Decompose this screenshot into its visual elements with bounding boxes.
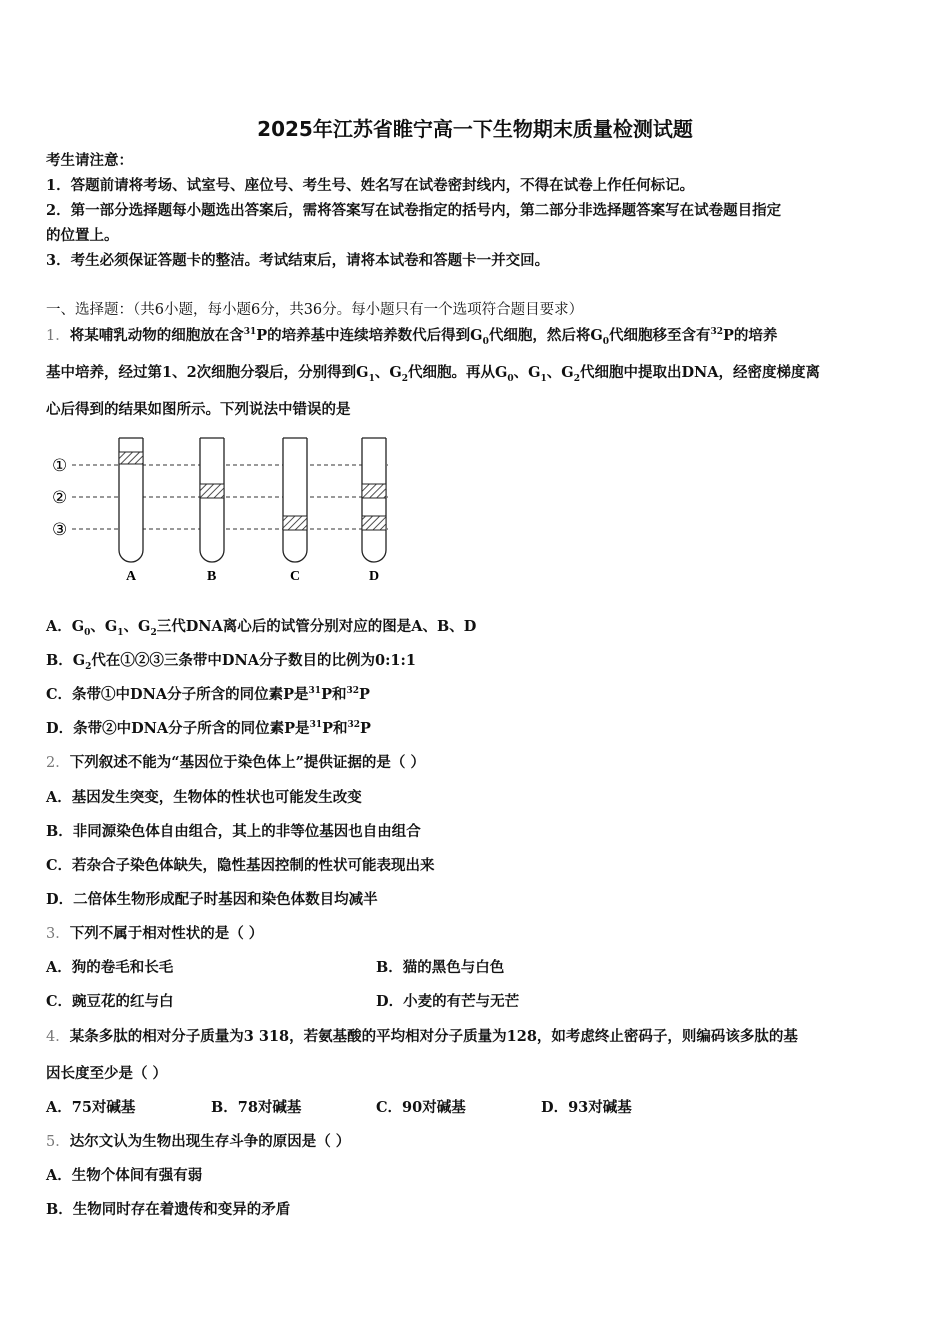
page-title: 2025年江苏省睢宁高一下生物期末质量检测试题 bbox=[257, 117, 693, 141]
q5-option-b: B．生物同时存在着遗传和变异的矛盾 bbox=[46, 1201, 291, 1218]
q2-stem bbox=[46, 752, 908, 774]
sup-32: 32 bbox=[710, 327, 724, 338]
q3-number: 3． bbox=[46, 926, 70, 942]
sup-32: 32 bbox=[347, 720, 361, 731]
sub-1: 1 bbox=[540, 373, 547, 384]
tube-label-b: B bbox=[207, 569, 217, 584]
q1-option-a bbox=[46, 616, 908, 638]
q1-text: 、G bbox=[374, 364, 402, 381]
tube-a bbox=[119, 438, 143, 562]
sub-0: 0 bbox=[84, 627, 91, 638]
q1-text: 代细胞，然后将G bbox=[488, 327, 603, 344]
q3-option-a: A．狗的卷毛和长毛 bbox=[46, 959, 174, 976]
q3-option-d: D．小麦的有芒与无芒 bbox=[376, 993, 520, 1010]
sub-0: 0 bbox=[482, 336, 489, 347]
q2-number: 2． bbox=[46, 755, 70, 771]
option-text: P bbox=[360, 720, 371, 737]
option-text: D．条带②中DNA分子所含的同位素P是 bbox=[46, 720, 310, 737]
q2-option-c: C．若杂合子染色体缺失，隐性基因控制的性状可能表现出来 bbox=[46, 857, 435, 874]
q3-option-b: B．猫的黑色与白色 bbox=[376, 959, 505, 976]
band-label-1: ① bbox=[52, 456, 68, 475]
q1-option-d bbox=[46, 718, 908, 740]
q3-option-c: C．豌豆花的红与白 bbox=[46, 993, 174, 1010]
sub-0: 0 bbox=[602, 336, 609, 347]
q1-option-c bbox=[46, 684, 908, 706]
q2-option-a: A．基因发生突变，生物体的性状也可能发生改变 bbox=[46, 789, 362, 806]
option-text: C．条带①中DNA分子所含的同位素P是 bbox=[46, 686, 309, 703]
q4-option-d: D．93对碱基 bbox=[541, 1099, 632, 1116]
centrifuge-tubes-figure bbox=[46, 432, 406, 592]
q2-option-b: B．非同源染色体自由组合，其上的非等位基因也自由组合 bbox=[46, 823, 421, 840]
q4-stem-line1 bbox=[46, 1026, 908, 1048]
q1-stem-line3: 心后得到的结果如图所示。下列说法中错误的是 bbox=[46, 401, 351, 418]
option-text: P和 bbox=[322, 720, 348, 737]
option-text: A．G bbox=[46, 618, 85, 635]
section-heading: 一、选择题：（共6小题，每小题6分，共36分。每小题只有一个选项符合题目要求） bbox=[46, 302, 584, 318]
q4-option-b: B．78对碱基 bbox=[211, 1099, 302, 1116]
option-text: B．G bbox=[46, 652, 86, 669]
sub-2: 2 bbox=[85, 661, 92, 672]
q1-number: 1． bbox=[46, 328, 70, 344]
option-text: 三代DNA离心后的试管分别对应的图是A、B、D bbox=[156, 618, 477, 635]
option-text: P bbox=[359, 686, 370, 703]
q2-option-d: D．二倍体生物形成配子时基因和染色体数目均减半 bbox=[46, 891, 378, 908]
sup-31: 31 bbox=[243, 327, 257, 338]
sup-31: 31 bbox=[309, 720, 323, 731]
sub-2: 2 bbox=[401, 373, 408, 384]
q3-text: 下列不属于相对性状的是（ ） bbox=[69, 925, 264, 942]
q4-text: 某条多肽的相对分子质量为3 318，若氨基酸的平均相对分子质量为128，如考虑终止密码子，则编码该多肽的基 bbox=[69, 1028, 798, 1045]
q4-option-a: A．75对碱基 bbox=[46, 1099, 136, 1116]
sup-32: 32 bbox=[346, 686, 359, 697]
tube-c bbox=[283, 438, 307, 562]
tube-b bbox=[200, 438, 224, 562]
notice-item-2: 2．第一部分选择题每小题选出答案后，需将答案写在试卷指定的括号内，第二部分非选择题答案写在试卷题目指定 bbox=[46, 202, 782, 219]
q1-text: 代细胞移至含有 bbox=[608, 327, 711, 344]
q5-option-a: A．生物个体间有强有弱 bbox=[46, 1167, 203, 1184]
q4-option-c: C．90对碱基 bbox=[376, 1099, 466, 1116]
dna-band bbox=[200, 484, 224, 498]
notice-item-2-cont: 的位置上。 bbox=[46, 227, 119, 244]
q5-text: 达尔文认为生物出现生存斗争的原因是（ ） bbox=[69, 1133, 351, 1150]
sub-2: 2 bbox=[573, 373, 580, 384]
dna-band bbox=[362, 516, 386, 530]
q1-text: 基中培养，经过第1、2次细胞分裂后，分别得到G bbox=[46, 364, 369, 381]
q1-stem-line2 bbox=[46, 362, 908, 384]
q1-option-b bbox=[46, 650, 908, 672]
q3-stem bbox=[46, 923, 908, 945]
sub-1: 1 bbox=[117, 627, 124, 638]
band-label-3: ③ bbox=[52, 520, 68, 539]
q2-text: 下列叙述不能为“基因位于染色体上”提供证据的是（ ） bbox=[69, 754, 425, 771]
q1-text: P的培养 bbox=[723, 327, 778, 344]
q5-stem bbox=[46, 1131, 908, 1153]
sub-2: 2 bbox=[150, 627, 157, 638]
dna-band bbox=[362, 484, 386, 498]
option-text: 、G bbox=[123, 618, 151, 635]
q4-stem-line2: 因长度至少是（ ） bbox=[46, 1065, 168, 1082]
sub-0: 0 bbox=[507, 373, 514, 384]
q1-text: 将某哺乳动物的细胞放在含 bbox=[69, 327, 244, 344]
option-text: P和 bbox=[321, 686, 347, 703]
notice-item-1: 1．答题前请将考场、试室号、座位号、考生号、姓名写在试卷密封线内，不得在试卷上作任何标记。 bbox=[46, 177, 695, 194]
q1-stem-line1 bbox=[46, 325, 908, 347]
tube-label-c: C bbox=[290, 569, 301, 584]
q1-text: 、G bbox=[546, 364, 574, 381]
q1-text: 代细胞。再从G bbox=[407, 364, 508, 381]
tube-label-d: D bbox=[369, 569, 380, 584]
tube-label-a: A bbox=[126, 569, 137, 584]
q1-text: 代细胞中提取出DNA，经密度梯度离 bbox=[579, 364, 821, 381]
sup-31: 31 bbox=[308, 686, 322, 697]
dna-band bbox=[119, 452, 143, 464]
dna-band bbox=[283, 516, 307, 530]
q1-text: 、G bbox=[513, 364, 541, 381]
option-text: 、G bbox=[90, 618, 118, 635]
q4-number: 4． bbox=[46, 1029, 70, 1045]
q5-number: 5． bbox=[46, 1134, 70, 1150]
notice-item-3: 3．考生必须保证答题卡的整洁。考试结束后，请将本试卷和答题卡一并交回。 bbox=[46, 252, 550, 269]
q1-text: P的培养基中连续培养数代后得到G bbox=[256, 327, 483, 344]
notice-heading: 考生请注意： bbox=[46, 152, 133, 169]
tube-d bbox=[362, 438, 386, 562]
option-text: 代在①②③三条带中DNA分子数目的比例为0:1:1 bbox=[91, 652, 416, 669]
band-label-2: ② bbox=[52, 488, 68, 507]
sub-1: 1 bbox=[368, 373, 375, 384]
